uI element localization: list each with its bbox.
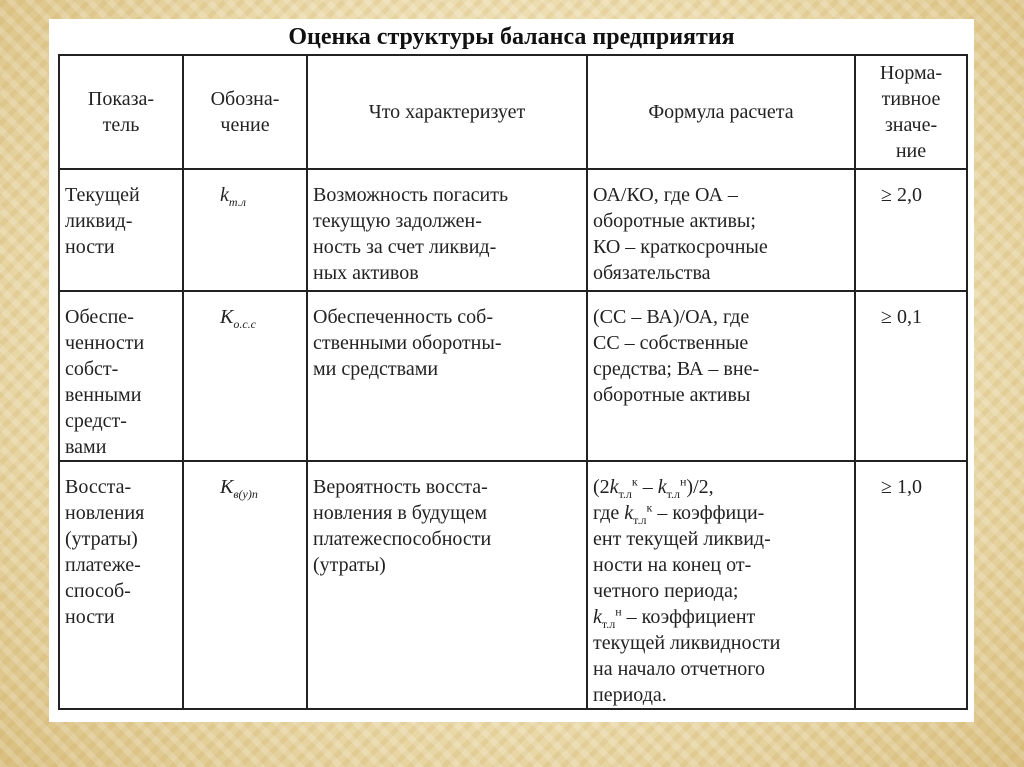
cell-formula: ОА/КО, где ОА – оборотные активы; КО – краткосрочные обязательства xyxy=(587,169,855,291)
table-row xyxy=(59,461,967,709)
cell-indicator: Обеспе- ченности собст- венными средст- вами xyxy=(59,291,183,461)
table-row xyxy=(59,169,967,291)
symbol: K xyxy=(220,476,234,498)
cell-norm: ≥ 0,1 xyxy=(855,291,967,461)
cell-formula: $(2k_{т.л}^к - k_{т.л}^н)/2$, где $k_{т.л}^к$ – коэффици- ент текущей ликвид- ности на конец от- четного периода; $k_{т.л}^н$ – коэффициент текущей ликвидности на начало отчетного периода. xyxy=(587,461,855,709)
balance-structure-table xyxy=(58,54,968,710)
cell-formula: (СС – ВА)/ОА, где СС – собственные средства; ВА – вне- оборотные активы xyxy=(587,291,855,461)
table-row xyxy=(59,291,967,461)
symbol-subscript: о.с.с xyxy=(233,317,256,331)
cell-characterizes: Обеспеченность соб- ственными оборотны- ми средствами xyxy=(307,291,587,461)
cell-indicator: Текущей ликвид- ности xyxy=(59,169,183,291)
cell-characterizes: Вероятность восста- новления в будущем платежеспособности (утраты) xyxy=(307,461,587,709)
header-formula: Формула расчета xyxy=(587,55,855,169)
cell-designation xyxy=(183,169,307,291)
symbol-subscript: т.л xyxy=(228,195,246,209)
cell-indicator: Восста- новления (утраты) платеже- способ- ности xyxy=(59,461,183,709)
symbol: k xyxy=(220,184,229,206)
cell-designation xyxy=(183,291,307,461)
slide-sheet xyxy=(49,19,974,722)
symbol-subscript: в(у)п xyxy=(233,487,258,501)
cell-norm: ≥ 2,0 xyxy=(855,169,967,291)
header-characterizes: Что характеризует xyxy=(307,55,587,169)
symbol: K xyxy=(220,306,234,328)
cell-characterizes: Возможность погасить текущую задолжен- ность за счет ликвид- ных активов xyxy=(307,169,587,291)
header-row xyxy=(59,55,967,169)
cell-norm: ≥ 1,0 xyxy=(855,461,967,709)
header-designation: Обозна- чение xyxy=(183,55,307,169)
page-title: Оценка структуры баланса предприятия xyxy=(288,24,735,50)
header-norm: Норма- тивное значе- ние xyxy=(855,55,967,169)
cell-designation xyxy=(183,461,307,709)
header-indicator: Показа- тель xyxy=(59,55,183,169)
